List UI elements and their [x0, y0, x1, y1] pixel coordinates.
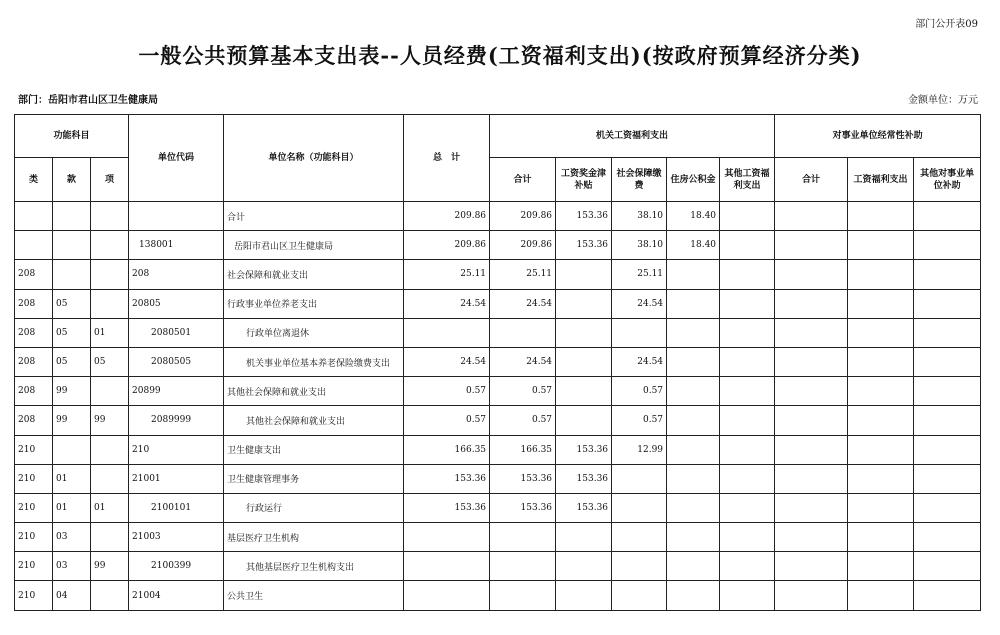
cell-other-wage	[720, 464, 775, 493]
cell-lei: 210	[15, 581, 53, 610]
cell-xiang	[91, 202, 129, 231]
cell-lei	[15, 231, 53, 260]
cell-subsidy-total	[775, 347, 848, 376]
cell-name: 机关事业单位基本养老保险缴费支出	[224, 347, 404, 376]
header-subsidy-total: 合计	[775, 158, 848, 202]
cell-social	[612, 523, 667, 552]
cell-code: 21001	[129, 464, 224, 493]
cell-code: 20899	[129, 377, 224, 406]
cell-total: 166.35	[404, 435, 490, 464]
cell-social	[612, 464, 667, 493]
table-row	[15, 493, 981, 522]
cell-other-wage	[720, 493, 775, 522]
cell-lei: 208	[15, 318, 53, 347]
cell-agency-total: 24.54	[490, 289, 556, 318]
table-row	[15, 260, 981, 289]
cell-subsidy-total	[775, 552, 848, 581]
cell-bonus	[556, 260, 612, 289]
cell-subsidy-wage	[848, 552, 914, 581]
cell-subsidy-total	[775, 202, 848, 231]
cell-xiang	[91, 377, 129, 406]
cell-lei: 210	[15, 523, 53, 552]
cell-bonus: 153.36	[556, 464, 612, 493]
cell-total	[404, 318, 490, 347]
cell-code	[129, 202, 224, 231]
header-kuan: 款	[53, 158, 91, 202]
cell-subsidy-other	[914, 523, 981, 552]
cell-social: 38.10	[612, 231, 667, 260]
cell-social: 0.57	[612, 406, 667, 435]
cell-code: 2100399	[129, 552, 224, 581]
cell-bonus	[556, 581, 612, 610]
header-other-wage: 其他工资福利支出	[720, 158, 775, 202]
header-lei: 类	[15, 158, 53, 202]
cell-agency-total: 0.57	[490, 406, 556, 435]
cell-subsidy-wage	[848, 464, 914, 493]
cell-subsidy-wage	[848, 318, 914, 347]
cell-bonus	[556, 377, 612, 406]
header-subsidy-wage: 工资福利支出	[848, 158, 914, 202]
cell-subsidy-total	[775, 523, 848, 552]
cell-other-wage	[720, 202, 775, 231]
cell-xiang	[91, 260, 129, 289]
cell-subsidy-wage	[848, 231, 914, 260]
cell-kuan: 04	[53, 581, 91, 610]
cell-social: 12.99	[612, 435, 667, 464]
cell-agency-total: 209.86	[490, 202, 556, 231]
cell-subsidy-total	[775, 581, 848, 610]
cell-kuan	[53, 435, 91, 464]
cell-lei: 210	[15, 493, 53, 522]
cell-kuan: 99	[53, 377, 91, 406]
cell-code: 20805	[129, 289, 224, 318]
cell-name: 卫生健康支出	[224, 435, 404, 464]
cell-code: 210	[129, 435, 224, 464]
cell-agency-total: 166.35	[490, 435, 556, 464]
cell-code: 2100101	[129, 493, 224, 522]
cell-subsidy-other	[914, 464, 981, 493]
table-row	[15, 552, 981, 581]
cell-subsidy-other	[914, 581, 981, 610]
cell-xiang	[91, 231, 129, 260]
cell-subsidy-total	[775, 318, 848, 347]
cell-total: 153.36	[404, 464, 490, 493]
cell-agency-total: 24.54	[490, 347, 556, 376]
cell-subsidy-total	[775, 493, 848, 522]
table-row	[15, 581, 981, 610]
cell-xiang: 01	[91, 493, 129, 522]
cell-other-wage	[720, 231, 775, 260]
cell-kuan	[53, 202, 91, 231]
cell-code: 2089999	[129, 406, 224, 435]
cell-name: 岳阳市君山区卫生健康局	[224, 231, 404, 260]
cell-social: 24.54	[612, 347, 667, 376]
header-agency-group: 机关工资福利支出	[490, 115, 775, 158]
cell-subsidy-wage	[848, 493, 914, 522]
cell-social	[612, 552, 667, 581]
cell-total	[404, 523, 490, 552]
cell-lei: 210	[15, 464, 53, 493]
cell-housing	[667, 318, 720, 347]
cell-housing	[667, 552, 720, 581]
cell-subsidy-total	[775, 289, 848, 318]
cell-total: 24.54	[404, 347, 490, 376]
cell-bonus	[556, 406, 612, 435]
cell-subsidy-other	[914, 552, 981, 581]
table-row	[15, 435, 981, 464]
cell-kuan	[53, 260, 91, 289]
cell-xiang	[91, 581, 129, 610]
cell-agency-total	[490, 523, 556, 552]
header-social: 社会保障缴费	[612, 158, 667, 202]
page-title: 一般公共预算基本支出表--人员经费(工资福利支出)(按政府预算经济分类)	[138, 43, 862, 68]
cell-social: 38.10	[612, 202, 667, 231]
cell-lei: 208	[15, 289, 53, 318]
cell-agency-total: 153.36	[490, 464, 556, 493]
cell-agency-total: 153.36	[490, 493, 556, 522]
header-func-subject: 功能科目	[15, 115, 129, 158]
cell-bonus: 153.36	[556, 231, 612, 260]
cell-subsidy-wage	[848, 406, 914, 435]
cell-code: 2080505	[129, 347, 224, 376]
cell-housing: 18.40	[667, 202, 720, 231]
cell-lei: 208	[15, 347, 53, 376]
cell-subsidy-wage	[848, 202, 914, 231]
cell-subsidy-other	[914, 318, 981, 347]
cell-housing	[667, 406, 720, 435]
cell-total: 25.11	[404, 260, 490, 289]
cell-lei: 210	[15, 435, 53, 464]
cell-lei: 210	[15, 552, 53, 581]
cell-total: 209.86	[404, 202, 490, 231]
cell-agency-total	[490, 318, 556, 347]
cell-agency-total: 25.11	[490, 260, 556, 289]
cell-bonus	[556, 552, 612, 581]
cell-subsidy-total	[775, 435, 848, 464]
department-label: 部门：岳阳市君山区卫生健康局	[18, 95, 158, 106]
cell-name: 其他社会保障和就业支出	[224, 377, 404, 406]
cell-kuan	[53, 231, 91, 260]
cell-lei: 208	[15, 406, 53, 435]
cell-social: 0.57	[612, 377, 667, 406]
header-total: 总 计	[404, 115, 490, 202]
cell-subsidy-wage	[848, 377, 914, 406]
cell-lei	[15, 202, 53, 231]
cell-housing	[667, 260, 720, 289]
cell-agency-total: 209.86	[490, 231, 556, 260]
cell-housing	[667, 581, 720, 610]
cell-name: 卫生健康管理事务	[224, 464, 404, 493]
cell-xiang	[91, 435, 129, 464]
cell-subsidy-wage	[848, 435, 914, 464]
cell-total	[404, 581, 490, 610]
cell-other-wage	[720, 377, 775, 406]
cell-kuan: 05	[53, 347, 91, 376]
cell-xiang: 99	[91, 552, 129, 581]
table-row	[15, 377, 981, 406]
cell-housing	[667, 347, 720, 376]
header-agency-total: 合计	[490, 158, 556, 202]
cell-other-wage	[720, 435, 775, 464]
cell-bonus: 153.36	[556, 493, 612, 522]
cell-agency-total	[490, 552, 556, 581]
table-row	[15, 231, 981, 260]
table-row	[15, 318, 981, 347]
cell-subsidy-other	[914, 231, 981, 260]
cell-code: 208	[129, 260, 224, 289]
cell-kuan: 99	[53, 406, 91, 435]
cell-name: 行政事业单位养老支出	[224, 289, 404, 318]
cell-subsidy-other	[914, 347, 981, 376]
cell-housing	[667, 493, 720, 522]
cell-bonus	[556, 318, 612, 347]
table-row	[15, 523, 981, 552]
cell-name: 合计	[224, 202, 404, 231]
cell-total	[404, 552, 490, 581]
cell-other-wage	[720, 581, 775, 610]
cell-other-wage	[720, 523, 775, 552]
cell-xiang: 99	[91, 406, 129, 435]
cell-subsidy-other	[914, 289, 981, 318]
cell-subsidy-other	[914, 377, 981, 406]
cell-agency-total	[490, 581, 556, 610]
cell-xiang	[91, 523, 129, 552]
cell-total: 153.36	[404, 493, 490, 522]
cell-housing	[667, 377, 720, 406]
cell-housing	[667, 523, 720, 552]
cell-name: 行政单位离退休	[224, 318, 404, 347]
cell-subsidy-wage	[848, 523, 914, 552]
cell-subsidy-other	[914, 435, 981, 464]
cell-kuan: 05	[53, 289, 91, 318]
cell-social: 24.54	[612, 289, 667, 318]
cell-code: 21003	[129, 523, 224, 552]
cell-subsidy-wage	[848, 260, 914, 289]
cell-kuan: 03	[53, 523, 91, 552]
cell-subsidy-total	[775, 260, 848, 289]
table-body	[15, 202, 981, 611]
cell-bonus: 153.36	[556, 202, 612, 231]
table-row	[15, 406, 981, 435]
cell-housing	[667, 435, 720, 464]
cell-kuan: 01	[53, 493, 91, 522]
cell-social: 25.11	[612, 260, 667, 289]
cell-lei: 208	[15, 260, 53, 289]
cell-subsidy-wage	[848, 289, 914, 318]
cell-xiang	[91, 289, 129, 318]
cell-other-wage	[720, 289, 775, 318]
header-xiang: 项	[91, 158, 129, 202]
cell-kuan: 01	[53, 464, 91, 493]
cell-subsidy-other	[914, 260, 981, 289]
form-number-label: 部门公开表09	[915, 19, 978, 30]
cell-social	[612, 581, 667, 610]
cell-xiang: 05	[91, 347, 129, 376]
cell-other-wage	[720, 406, 775, 435]
header-bonus: 工资奖金津补贴	[556, 158, 612, 202]
cell-bonus: 153.36	[556, 435, 612, 464]
cell-subsidy-total	[775, 406, 848, 435]
table-row	[15, 202, 981, 231]
cell-agency-total: 0.57	[490, 377, 556, 406]
cell-total: 0.57	[404, 377, 490, 406]
cell-housing	[667, 289, 720, 318]
cell-total: 24.54	[404, 289, 490, 318]
cell-subsidy-total	[775, 464, 848, 493]
cell-housing: 18.40	[667, 231, 720, 260]
header-unit-name: 单位名称（功能科目）	[224, 115, 404, 202]
cell-other-wage	[720, 260, 775, 289]
cell-other-wage	[720, 318, 775, 347]
cell-social	[612, 318, 667, 347]
cell-total: 209.86	[404, 231, 490, 260]
cell-code: 2080501	[129, 318, 224, 347]
cell-social	[612, 493, 667, 522]
cell-bonus	[556, 523, 612, 552]
cell-subsidy-total	[775, 231, 848, 260]
cell-subsidy-other	[914, 406, 981, 435]
cell-lei: 208	[15, 377, 53, 406]
cell-bonus	[556, 347, 612, 376]
cell-name: 基层医疗卫生机构	[224, 523, 404, 552]
header-housing: 住房公积金	[667, 158, 720, 202]
cell-xiang: 01	[91, 318, 129, 347]
cell-housing	[667, 464, 720, 493]
amount-unit-label: 金额单位：万元	[908, 95, 978, 106]
table-row	[15, 464, 981, 493]
cell-subsidy-wage	[848, 347, 914, 376]
cell-subsidy-other	[914, 493, 981, 522]
cell-subsidy-total	[775, 377, 848, 406]
cell-code: 21004	[129, 581, 224, 610]
cell-name: 行政运行	[224, 493, 404, 522]
cell-kuan: 03	[53, 552, 91, 581]
cell-name: 其他基层医疗卫生机构支出	[224, 552, 404, 581]
cell-name: 社会保障和就业支出	[224, 260, 404, 289]
cell-subsidy-other	[914, 202, 981, 231]
cell-name: 公共卫生	[224, 581, 404, 610]
header-unit-code: 单位代码	[129, 115, 224, 202]
cell-subsidy-wage	[848, 581, 914, 610]
table-row	[15, 347, 981, 376]
header-subsidy-group: 对事业单位经常性补助	[775, 115, 981, 158]
cell-other-wage	[720, 552, 775, 581]
cell-other-wage	[720, 347, 775, 376]
cell-total: 0.57	[404, 406, 490, 435]
budget-table	[14, 114, 981, 611]
cell-kuan: 05	[53, 318, 91, 347]
cell-name: 其他社会保障和就业支出	[224, 406, 404, 435]
cell-bonus	[556, 289, 612, 318]
cell-code: 138001	[129, 231, 224, 260]
header-subsidy-other: 其他对事业单位补助	[914, 158, 981, 202]
cell-xiang	[91, 464, 129, 493]
table-row	[15, 289, 981, 318]
